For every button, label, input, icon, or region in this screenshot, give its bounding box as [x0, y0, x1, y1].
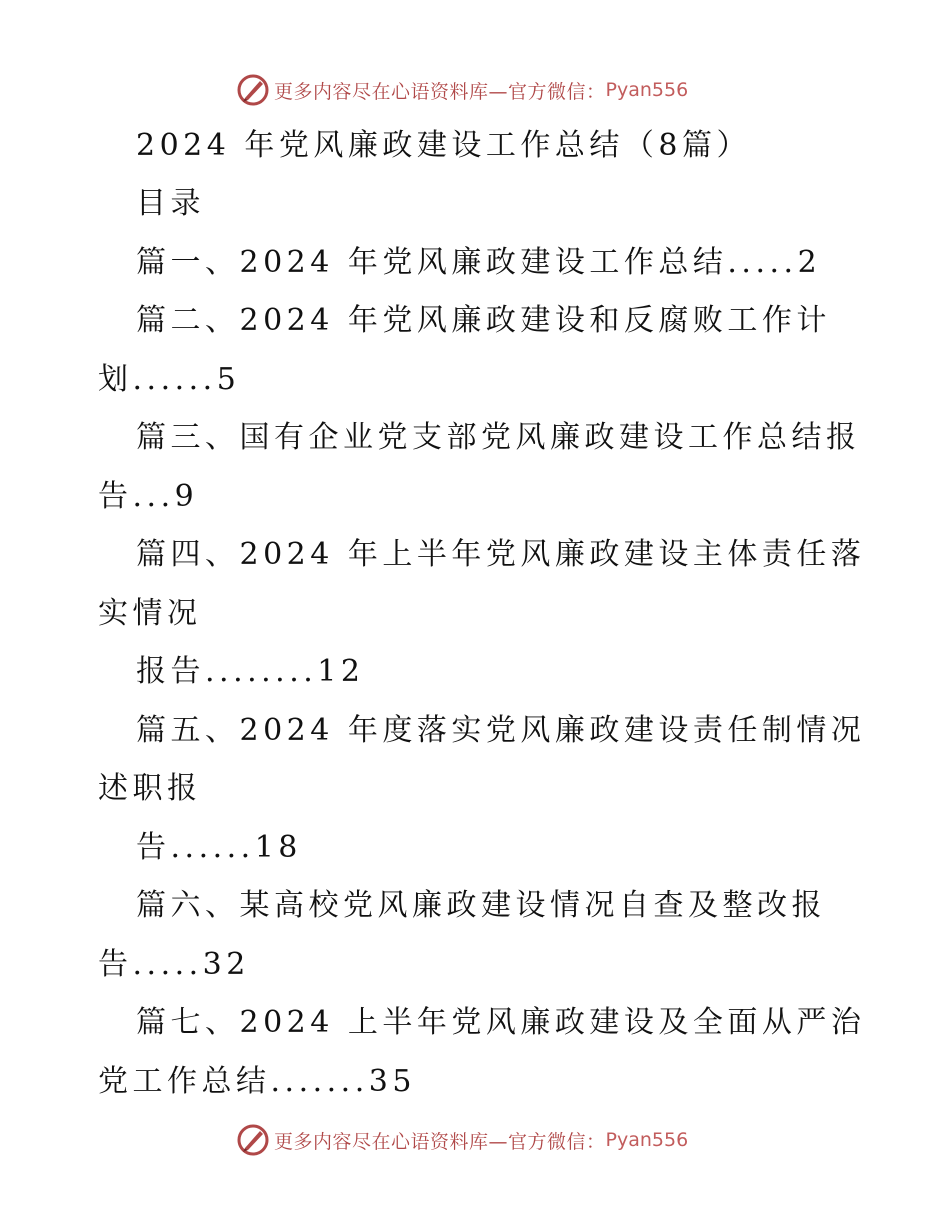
toc-entry-4-continued: 实情况 [98, 596, 202, 631]
watermark-text: 更多内容尽在心语资料库—官方微信： [274, 80, 606, 103]
toc-heading: 目录 [136, 186, 205, 221]
toc-entry-5-continued: 述职报 [98, 771, 202, 806]
toc-entry-4: 篇四、2024 年上半年党风廉政建设主体责任落 [136, 537, 866, 572]
toc-entry-7: 篇七、2024 上半年党风廉政建设及全面从严治 [136, 1005, 866, 1040]
watermark-text: 更多内容尽在心语资料库—官方微信： [274, 1130, 606, 1153]
watermark-wechat-id: Pyan556 [605, 79, 689, 101]
quill-logo-icon [236, 1123, 270, 1157]
toc-entry-2: 篇二、2024 年党风廉政建设和反腐败工作计 [136, 303, 831, 338]
toc-entry-1: 篇一、2024 年党风廉政建设工作总结.....2 [136, 245, 822, 280]
toc-entry-4-page: 报告........12 [136, 654, 365, 689]
toc-entry-3: 篇三、国有企业党支部党风廉政建设工作总结报 [136, 420, 861, 455]
toc-entry-6-continued: 告.....32 [98, 947, 250, 982]
toc-entry-5-page: 告......18 [136, 830, 302, 865]
document-title: 2024 年党风廉政建设工作总结（8篇） [136, 128, 751, 163]
toc-entry-7-continued: 党工作总结.......35 [98, 1064, 416, 1099]
watermark-wechat-id: Pyan556 [605, 1129, 689, 1151]
toc-entry-6: 篇六、某高校党风廉政建设情况自查及整改报 [136, 888, 826, 923]
header-watermark [236, 72, 688, 108]
footer-watermark [236, 1122, 688, 1158]
toc-entry-2-continued: 划......5 [98, 362, 241, 397]
toc-entry-3-continued: 告...9 [98, 479, 199, 514]
quill-logo-icon [236, 73, 270, 107]
toc-entry-5: 篇五、2024 年度落实党风廉政建设责任制情况 [136, 713, 866, 748]
